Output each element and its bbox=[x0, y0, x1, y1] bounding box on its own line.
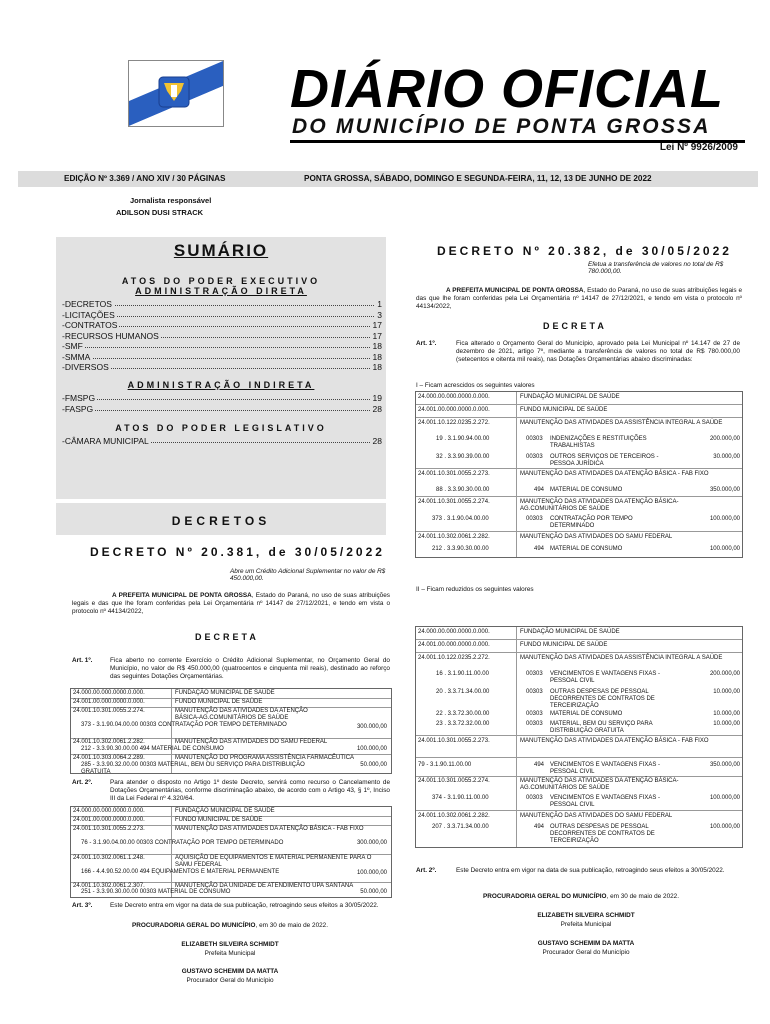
table-cell-ref: 19 . 3.1.90.94.00.00 bbox=[436, 436, 490, 442]
decree-382-closing bbox=[416, 893, 746, 900]
summary-item[interactable] bbox=[62, 362, 384, 373]
table-cell-sub: 285 - 3.3.90.32.00.00 00303 MATERIAL, BEM OU SERVIÇO PARA DISTRIBUIÇÃO GRATUITA bbox=[81, 762, 305, 775]
table-cell-desc: FUNDAÇÃO MUNICIPAL DE SAÚDE bbox=[175, 690, 275, 696]
decree-381-sig1-role: Prefeita Municipal bbox=[204, 950, 256, 957]
table-cell-txt: MATERIAL DE CONSUMO bbox=[550, 546, 623, 552]
table-cell-code: 24.001.10.301.0055.2.273. bbox=[418, 738, 490, 744]
table-cell-value: 300.000,00 bbox=[356, 724, 387, 730]
table-cell-desc: AQUISIÇÃO DE EQUIPAMENTOS E MATERIAL PERMANENTE PARA O SAMU FEDERAL bbox=[175, 855, 372, 868]
decree-382-art1: Fica alterado o Orçamento Geral do Município, aprovado pela Lei Municipal nº 14.147 de 27 de dezembro de 2021, artigo 7º, mediante a transferência de valores no total de R$ 780.000,00 (setecentos e oitenta mil reais), nas Dotações Orçamentárias abaixo discriminadas: bbox=[456, 340, 740, 363]
decree-382-art2: Este Decreto entra em vigor na data de sua publicação, retroagindo seus efeitos a 30/05/2022. bbox=[456, 867, 725, 874]
table-cell-txt: VENCIMENTOS E VANTAGENS FIXAS - PESSOAL CIVIL bbox=[550, 795, 661, 808]
summary-item-page: 18 bbox=[372, 341, 382, 351]
table-cell-ref: 20 . 3.3.71.34.00.00 bbox=[436, 689, 490, 695]
decree-381-table-cancelamento bbox=[70, 806, 392, 898]
summary-item[interactable] bbox=[62, 320, 384, 331]
table-cell-ref: 79 - 3.1.90.11.00.00 bbox=[418, 762, 472, 768]
summary-item[interactable] bbox=[62, 341, 384, 352]
summary-item-page: 28 bbox=[372, 436, 382, 446]
summary-item-page: 17 bbox=[372, 330, 382, 341]
table-cell-code: 24.001.00.000.0000.0.000. bbox=[73, 817, 145, 823]
section-title: DECRETOS bbox=[171, 514, 271, 528]
table-cell-desc: MANUTENÇÃO DA UNIDADE DE ATENDIMENTO UPA SANTANA bbox=[175, 883, 354, 889]
masthead-subtitle: DO MUNICÍPIO DE PONTA GROSSA bbox=[292, 115, 711, 138]
decree-382-sig1-name: ELIZABETH SILVEIRA SCHMIDT bbox=[537, 912, 635, 919]
summary-item[interactable] bbox=[62, 352, 384, 363]
table-cell-code: 24.001.10.302.0061.2.282. bbox=[418, 534, 490, 540]
table-cell-desc: MANUTENÇÃO DAS ATIVIDADES DO SAMU FEDERAL bbox=[175, 739, 328, 745]
table-cell-code: 24.001.10.303.0064.2.289. bbox=[73, 755, 145, 761]
decree-382-preamble bbox=[416, 287, 742, 310]
table-cell-txt: MATERIAL DE CONSUMO bbox=[550, 487, 623, 493]
decree-381-sig2-name: GUSTAVO SCHEMIM DA MATTA bbox=[181, 968, 279, 975]
table-cell-value: 10.000,00 bbox=[713, 721, 740, 727]
decree-381-preamble bbox=[72, 592, 390, 615]
table-cell-src: 494 bbox=[534, 824, 545, 830]
summary-item[interactable] bbox=[62, 393, 384, 404]
summary-box bbox=[56, 237, 386, 499]
table-cell-value: 50.000,00 bbox=[360, 889, 387, 895]
decree-381-table-suplementar bbox=[70, 688, 392, 774]
decree-381-art1-label: Art. 1º. bbox=[72, 657, 93, 664]
decree-381-title: DECRETO Nº 20.381, de 30/05/2022 bbox=[90, 545, 385, 559]
table-cell-code: 24.000.00.000.0000.0.000. bbox=[418, 629, 490, 635]
masthead bbox=[290, 58, 750, 178]
table-cell-ref: 32 . 3.3.90.39.00.00 bbox=[436, 454, 490, 460]
summary-item-label: -FASPG bbox=[62, 404, 94, 414]
table-cell-code: 24.001.10.301.0055.2.274. bbox=[418, 778, 490, 784]
table-cell-code: 24.001.10.302.0061.1.248. bbox=[73, 855, 145, 861]
summary-item-label: -LICITAÇÕES bbox=[62, 309, 115, 320]
table-cell-code: 24.001.10.301.0055.2.273. bbox=[73, 826, 145, 832]
decree-382-title: DECRETO Nº 20.382, de 30/05/2022 bbox=[437, 244, 732, 258]
table-cell-desc: MANUTENÇÃO DAS ATIVIDADES DA ATENÇÃO BÁSICA-AG.COMUNITÁRIOS DE SAÚDE bbox=[520, 778, 679, 791]
table-cell-txt: INDENIZAÇÕES E RESTITUIÇÕES TRABALHISTAS bbox=[550, 436, 647, 449]
decree-382-preamble-bold: A PREFEITA MUNICIPAL DE PONTA GROSSA bbox=[446, 287, 584, 294]
summary-title: SUMÁRIO bbox=[173, 241, 269, 260]
table-cell-code: 24.001.10.301.0055.2.274. bbox=[73, 708, 145, 714]
journalist-name: ADILSON DUSI STRACK bbox=[116, 208, 204, 217]
table-cell-desc: MANUTENÇÃO DAS ATIVIDADES DO SAMU FEDERAL bbox=[520, 534, 673, 540]
table-cell-src: 494 bbox=[534, 762, 545, 768]
summary-item-label: -CÂMARA MUNICIPAL bbox=[62, 436, 149, 446]
table-cell-ref: 374 - 3.1.90.11.00.00 bbox=[432, 795, 489, 801]
decree-382-closing-text: , em 30 de maio de 2022. bbox=[606, 893, 680, 900]
decree-381-art3-label: Art. 3º. bbox=[72, 902, 93, 909]
table-cell-desc: MANUTENÇÃO DAS ATIVIDADES DA ASSISTÊNCIA INTEGRAL A SAÚDE bbox=[520, 420, 723, 426]
summary-item[interactable] bbox=[62, 404, 384, 415]
journalist-role: Jornalista responsável bbox=[130, 196, 212, 205]
table-cell-desc: FUNDO MUNICIPAL DE SAÚDE bbox=[520, 407, 608, 413]
table-cell-ref: 212 . 3.3.90.30.00.00 bbox=[432, 546, 489, 552]
summary-item[interactable] bbox=[62, 436, 384, 447]
table-cell-txt: MATERIAL DE CONSUMO bbox=[550, 711, 623, 717]
table-cell-src: 00303 bbox=[526, 454, 543, 460]
summary-item-label: -SMF bbox=[62, 341, 83, 351]
flag-graphic bbox=[129, 61, 223, 126]
table-cell-txt: CONTRATAÇÃO POR TEMPO DETERMINADO bbox=[550, 516, 633, 529]
decree-381-art1: Fica aberto no corrente Exercício o Crédito Adicional Suplementar, no Orçamento Geral do Município, no valor de R$ 450.000,00 (quatrocentos e cinquenta mil reais), destinado ao reforço das seguintes Dotações Orçamentárias. bbox=[110, 657, 390, 680]
table-cell-code: 24.000.00.000.0000.0.000. bbox=[418, 394, 490, 400]
table-cell-desc: MANUTENÇÃO DAS ATIVIDADES DA ATENÇÃO BÁSICA - FAB FIXO bbox=[520, 738, 709, 744]
summary-item-label: -FMSPG bbox=[62, 393, 96, 403]
table-cell-desc: FUNDO MUNICIPAL DE SAÚDE bbox=[175, 817, 263, 823]
edition-bar bbox=[18, 171, 758, 187]
table-cell-src: 00303 bbox=[526, 671, 543, 677]
table-cell-txt: VENCIMENTOS E VANTAGENS FIXAS - PESSOAL CIVIL bbox=[550, 762, 661, 775]
table-cell-desc: FUNDAÇÃO MUNICIPAL DE SAÚDE bbox=[520, 394, 620, 400]
table-cell-sub: 373 - 3.1.90.04.00.00 00303 CONTRATAÇÃO POR TEMPO DETERMINADO bbox=[81, 722, 287, 728]
table-cell-sub: 76 - 3.1.90.04.00.00 00303 CONTRATAÇÃO POR TEMPO DETERMINADO bbox=[81, 840, 284, 846]
decree-382-preamble-text: , Estado do Paraná, no uso de suas atribuições legais e das que lhe foram conferidas pela Lei Orçamentária nº 14147 de 27/12/2021, e tendo em vista o protocolo nº 44134/2022, bbox=[416, 287, 742, 310]
table-cell-sub: 251 - 3.3.90.30.00.00 00303 MATERIAL DE CONSUMO bbox=[81, 889, 231, 895]
decree-382-art2-label: Art. 2º. bbox=[416, 867, 437, 874]
table-cell-src: 00303 bbox=[526, 711, 543, 717]
table-cell-desc: FUNDAÇÃO MUNICIPAL DE SAÚDE bbox=[520, 629, 620, 635]
table-cell-desc: FUNDO MUNICIPAL DE SAÚDE bbox=[175, 699, 263, 705]
table-cell-src: 494 bbox=[534, 546, 545, 552]
table-cell-code: 24.000.00.000.0000.0.000. bbox=[73, 690, 145, 696]
table-cell-code: 24.001.10.302.0061.2.282. bbox=[418, 813, 490, 819]
decree-382-inc2: II – Ficam reduzidos os seguintes valores bbox=[416, 586, 534, 593]
table-cell-txt: OUTROS SERVIÇOS DE TERCEIROS - PESSOA JURÍDICA bbox=[550, 454, 659, 467]
summary-item-page: 19 bbox=[372, 393, 382, 403]
table-cell-src: 494 bbox=[534, 487, 545, 493]
table-cell-value: 100.000,00 bbox=[709, 516, 740, 522]
summary-item-label: -SMMA bbox=[62, 351, 91, 362]
decree-381-closing-bold: PROCURADORIA GERAL DO MUNICÍPIO bbox=[131, 922, 256, 929]
decree-382-table-acrescimo bbox=[415, 391, 743, 558]
summary-item-label: -CONTRATOS bbox=[62, 320, 118, 330]
summary-legis-heading: ATOS DO PODER LEGISLATIVO bbox=[115, 423, 327, 433]
edition-date: PONTA GROSSA, SÁBADO, DOMINGO E SEGUNDA-FEIRA, 11, 12, 13 DE JUNHO DE 2022 bbox=[304, 174, 652, 183]
table-cell-sub: 166 - 4.4.90.52.00.00 494 EQUIPAMENTOS E MATERIAL PERMANENTE bbox=[81, 869, 280, 875]
table-cell-ref: 207 . 3.3.71.34.00.00 bbox=[432, 824, 489, 830]
table-cell-src: 00303 bbox=[526, 795, 543, 801]
decree-382-ementa: Efetua a transferência de valores no total de R$ 780.000,00. bbox=[588, 261, 724, 276]
summary-item-page: 18 bbox=[372, 362, 382, 372]
decree-381-sig1-name: ELIZABETH SILVEIRA SCHMIDT bbox=[181, 941, 279, 948]
decree-382-inc1: I – Ficam acrescidos os seguintes valores bbox=[416, 382, 535, 389]
table-cell-value: 350.000,00 bbox=[709, 762, 740, 768]
table-cell-desc: MANUTENÇÃO DAS ATIVIDADES DA ATENÇÃO BÁSICA-AG.COMUNITÁRIOS DE SAÚDE bbox=[175, 708, 308, 721]
decree-381-decreta: DECRETA bbox=[195, 632, 259, 642]
summary-direta-heading: ADMINISTRAÇÃO DIRETA bbox=[135, 286, 307, 296]
table-cell-txt: MATERIAL, BEM OU SERVIÇO PARA DISTRIBUIÇÃO GRATUITA bbox=[550, 721, 653, 734]
table-cell-value: 200.000,00 bbox=[709, 436, 740, 442]
decree-381-art2-label: Art. 2º. bbox=[72, 779, 93, 786]
table-cell-value: 100.000,00 bbox=[709, 795, 740, 801]
table-cell-desc: MANUTENÇÃO DAS ATIVIDADES DA ASSISTÊNCIA INTEGRAL A SAÚDE bbox=[520, 655, 723, 661]
table-cell-ref: 88 . 3.3.90.30.00.00 bbox=[436, 487, 490, 493]
table-cell-code: 24.001.10.301.0055.2.273. bbox=[418, 471, 490, 477]
table-cell-value: 100.000,00 bbox=[356, 746, 387, 752]
table-cell-desc: MANUTENÇÃO DAS ATIVIDADES DA ATENÇÃO BÁSICA-AG.COMUNITÁRIOS DE SAÚDE bbox=[520, 499, 679, 512]
table-cell-ref: 22 . 3.3.72.30.00.00 bbox=[436, 711, 490, 717]
table-cell-txt: OUTRAS DESPESAS DE PESSOAL DECORRENTES DE CONTRATOS DE TERCEIRIZAÇÃO bbox=[550, 824, 655, 844]
table-cell-value: 10.000,00 bbox=[713, 689, 740, 695]
table-cell-sub: 212 - 3.3.90.30.00.00 494 MATERIAL DE CONSUMO bbox=[81, 746, 224, 752]
decree-382-sig1-role: Prefeita Municipal bbox=[560, 921, 612, 928]
table-cell-code: 24.001.00.000.0000.0.000. bbox=[418, 407, 490, 413]
decree-382-sig2-name: GUSTAVO SCHEMIM DA MATTA bbox=[537, 940, 635, 947]
decree-381-preamble-bold: A PREFEITA MUNICIPAL DE PONTA GROSSA bbox=[112, 592, 252, 599]
table-cell-value: 10.000,00 bbox=[713, 711, 740, 717]
summary-indireta-heading: ADMINISTRAÇÃO INDIRETA bbox=[127, 380, 315, 390]
table-cell-src: 00303 bbox=[526, 436, 543, 442]
table-cell-value: 100.000,00 bbox=[709, 824, 740, 830]
table-cell-value: 30.000,00 bbox=[713, 454, 740, 460]
decree-381-closing bbox=[70, 922, 390, 929]
decree-381-sig2-role: Procurador Geral do Município bbox=[186, 977, 274, 984]
table-cell-value: 100.000,00 bbox=[709, 546, 740, 552]
table-cell-code: 24.001.10.301.0055.2.274. bbox=[418, 499, 490, 505]
table-cell-ref: 373 . 3.1.90.04.00.00 bbox=[432, 516, 489, 522]
table-cell-txt: OUTRAS DESPESAS DE PESSOAL DECORRENTES DE CONTRATOS DE TERCEIRIZAÇÃO bbox=[550, 689, 655, 709]
table-cell-code: 24.001.10.302.0061.2.282. bbox=[73, 739, 145, 745]
decree-381-preamble-text: , Estado do Paraná, no uso de suas atribuições legais e das que lhe foram conferidas pela Lei Orçamentária nº 14147 de 27/12/2021, e tendo em vista o protocolo nº 44134/2022, bbox=[72, 592, 390, 615]
table-cell-value: 200.000,00 bbox=[709, 671, 740, 677]
decree-382-table-reducao bbox=[415, 626, 743, 848]
masthead-title: DIÁRIO OFICIAL bbox=[290, 59, 724, 119]
edition-info: EDIÇÃO Nº 3.369 / ANO XIV / 30 PÁGINAS bbox=[64, 174, 226, 183]
table-cell-code: 24.001.10.122.0235.2.272. bbox=[418, 420, 490, 426]
table-cell-value: 300.000,00 bbox=[356, 840, 387, 846]
decree-381-closing-text: , em 30 de maio de 2022. bbox=[255, 922, 329, 929]
section-bar-decretos bbox=[56, 503, 386, 535]
summary-item-label: -DIVERSOS bbox=[62, 362, 109, 372]
summary-item-page: 1 bbox=[377, 299, 382, 309]
table-cell-src: 00303 bbox=[526, 516, 543, 522]
summary-item[interactable] bbox=[62, 299, 384, 310]
decree-382-art1-label: Art. 1º. bbox=[416, 340, 437, 347]
summary-item-page: 3 bbox=[377, 309, 382, 320]
table-cell-desc: FUNDO MUNICIPAL DE SAÚDE bbox=[520, 642, 608, 648]
summary-item[interactable] bbox=[62, 331, 384, 342]
table-cell-desc: MANUTENÇÃO DO PROGRAMA ASSISTÊNCIA FARMACÊUTICA bbox=[175, 755, 355, 761]
table-cell-txt: VENCIMENTOS E VANTAGENS FIXAS - PESSOAL CIVIL bbox=[550, 671, 661, 684]
decree-382-sig2-role: Procurador Geral do Município bbox=[542, 949, 630, 956]
summary-item-page: 17 bbox=[372, 320, 382, 330]
table-cell-code: 24.000.00.000.0000.0.000. bbox=[73, 808, 145, 814]
table-cell-ref: 23 . 3.3.72.32.00.00 bbox=[436, 721, 490, 727]
table-cell-value: 100.000,00 bbox=[356, 870, 387, 876]
ponta-grossa-flag bbox=[128, 60, 224, 127]
table-cell-desc: FUNDAÇÃO MUNICIPAL DE SAÚDE bbox=[175, 808, 275, 814]
table-cell-code: 24.001.00.000.0000.0.000. bbox=[418, 642, 490, 648]
table-cell-src: 00303 bbox=[526, 721, 543, 727]
summary-item-label: -DECRETOS bbox=[62, 299, 112, 309]
table-cell-code: 24.001.10.122.0235.2.272. bbox=[418, 655, 490, 661]
table-cell-code: 24.001.10.302.0061.2.307. bbox=[73, 883, 145, 889]
table-cell-value: 350.000,00 bbox=[709, 487, 740, 493]
table-cell-value: 50.000,00 bbox=[360, 762, 387, 768]
masthead-lei: Lei Nº 9926/2009 bbox=[659, 142, 738, 153]
summary-exec-heading: ATOS DO PODER EXECUTIVO bbox=[121, 276, 321, 286]
decree-381-art3: Este Decreto entra em vigor na data de sua publicação, retroagindo seus efeitos a 30/05/2022. bbox=[110, 902, 379, 909]
summary-item-label: -RECURSOS HUMANOS bbox=[62, 330, 159, 341]
table-cell-ref: 16 . 3.1.90.11.00.00 bbox=[436, 671, 489, 677]
decree-382-closing-bold: PROCURADORIA GERAL DO MUNICÍPIO bbox=[482, 893, 607, 900]
summary-item-page: 28 bbox=[372, 404, 382, 414]
summary-item-page: 18 bbox=[372, 351, 382, 362]
table-cell-desc: MANUTENÇÃO DAS ATIVIDADES DO SAMU FEDERAL bbox=[520, 813, 673, 819]
table-cell-src: 00303 bbox=[526, 689, 543, 695]
table-cell-code: 24.001.00.000.0000.0.000. bbox=[73, 699, 145, 705]
table-cell-desc: MANUTENÇÃO DAS ATIVIDADES DA ATENÇÃO BÁSICA - FAB FIXO bbox=[175, 826, 364, 832]
decree-382-decreta: DECRETA bbox=[543, 321, 607, 331]
decree-381-art2: Para atender o disposto no Artigo 1º deste Decreto, servirá como recurso o Cancelamento de Dotações Orçamentárias, conforme discriminação abaixo, de acordo com o Artigo 43, § 1º, Inciso III da Lei Federal nº 4.320/64. bbox=[110, 779, 390, 802]
summary-item[interactable] bbox=[62, 310, 384, 321]
table-cell-desc: MANUTENÇÃO DAS ATIVIDADES DA ATENÇÃO BÁSICA - FAB FIXO bbox=[520, 471, 709, 477]
decree-381-ementa: Abre um Crédito Adicional Suplementar no valor de R$ 450.000,00. bbox=[230, 568, 386, 583]
